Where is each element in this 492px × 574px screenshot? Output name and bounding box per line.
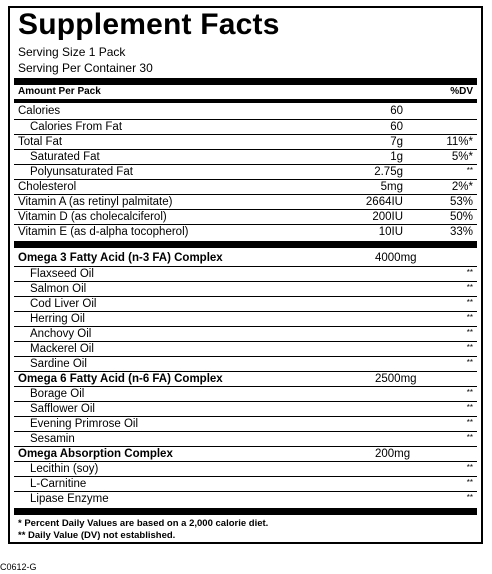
product-code: C0612-G bbox=[0, 562, 37, 572]
ingredient-label: Lecithin (soy) bbox=[30, 463, 99, 475]
complex-item-row bbox=[14, 266, 477, 282]
ingredient-label: L-Carnitine bbox=[30, 478, 87, 490]
ingredient-dv: ** bbox=[466, 418, 473, 427]
complex-name: Omega 6 Fatty Acid (n-6 FA) Complex bbox=[18, 373, 223, 385]
ingredient-label: Evening Primrose Oil bbox=[30, 418, 139, 430]
nutrient-row bbox=[14, 149, 477, 165]
nutrient-label: Vitamin A (as retinyl palmitate) bbox=[18, 196, 173, 208]
ingredient-dv: ** bbox=[466, 433, 473, 442]
nutrient-amount: 2.75g bbox=[374, 166, 403, 178]
dv-header: %DV bbox=[450, 86, 473, 97]
supplement-facts-panel bbox=[8, 6, 483, 544]
complex-item-row bbox=[14, 326, 477, 342]
nutrient-amount: 7g bbox=[390, 136, 403, 148]
ingredient-dv: ** bbox=[466, 388, 473, 397]
complex-item-row bbox=[14, 461, 477, 477]
ingredient-label: Flaxseed Oil bbox=[30, 268, 94, 280]
nutrient-row bbox=[14, 119, 477, 135]
ingredient-label: Salmon Oil bbox=[30, 283, 87, 295]
amount-per-pack-header: Amount Per Pack bbox=[18, 86, 101, 97]
ingredient-label: Herring Oil bbox=[30, 313, 85, 325]
nutrient-dv: 50% bbox=[449, 211, 473, 223]
ingredient-dv: ** bbox=[466, 493, 473, 502]
footnote-dv-not-established: ** Daily Value (DV) not established. bbox=[18, 530, 176, 541]
nutrient-amount: 10IU bbox=[378, 226, 403, 238]
nutrient-dv: 5%* bbox=[451, 151, 473, 163]
medium-divider bbox=[14, 99, 477, 103]
ingredient-label: Anchovy Oil bbox=[30, 328, 92, 340]
thick-divider bbox=[14, 78, 477, 85]
nutrient-row bbox=[14, 134, 477, 150]
nutrient-dv: 2%* bbox=[451, 181, 473, 193]
nutrient-row bbox=[14, 179, 477, 195]
complex-item-row bbox=[14, 281, 477, 297]
nutrient-amount: 60 bbox=[390, 121, 403, 133]
nutrient-label: Calories From Fat bbox=[30, 121, 123, 133]
ingredient-dv: ** bbox=[466, 358, 473, 367]
serving-size: Serving Size 1 Pack bbox=[18, 45, 126, 59]
nutrient-label: Saturated Fat bbox=[30, 151, 100, 163]
nutrient-amount: 1g bbox=[390, 151, 403, 163]
ingredient-dv: ** bbox=[466, 478, 473, 487]
nutrient-amount: 2664IU bbox=[365, 196, 403, 208]
complex-amount: 200mg bbox=[375, 448, 411, 460]
ingredient-label: Lipase Enzyme bbox=[30, 493, 109, 505]
complex-name: Omega Absorption Complex bbox=[18, 448, 173, 460]
thick-divider bbox=[14, 508, 477, 515]
nutrient-row bbox=[14, 164, 477, 180]
complex-amount: 2500mg bbox=[375, 373, 417, 385]
complex-item-row bbox=[14, 341, 477, 357]
complex-item-row bbox=[14, 416, 477, 432]
ingredient-label: Mackerel Oil bbox=[30, 343, 94, 355]
ingredient-dv: ** bbox=[466, 463, 473, 472]
complex-item-row bbox=[14, 476, 477, 492]
ingredient-label: Borage Oil bbox=[30, 388, 85, 400]
nutrient-row bbox=[14, 224, 477, 240]
footnote-percent-dv: * Percent Daily Values are based on a 2,000 calorie diet. bbox=[18, 518, 269, 529]
ingredient-dv: ** bbox=[466, 313, 473, 322]
nutrient-label: Cholesterol bbox=[18, 181, 77, 193]
nutrient-amount: 200IU bbox=[372, 211, 403, 223]
nutrient-row bbox=[14, 209, 477, 225]
complex-item-row bbox=[14, 491, 477, 507]
complex-item-row bbox=[14, 296, 477, 312]
nutrient-label: Total Fat bbox=[18, 136, 63, 148]
complex-header-omega-6 bbox=[14, 371, 477, 387]
complex-item-row bbox=[14, 431, 477, 447]
panel-title: Supplement Facts bbox=[18, 8, 280, 41]
complex-header-omega-3 bbox=[14, 251, 477, 266]
nutrient-amount: 5mg bbox=[380, 181, 403, 193]
nutrient-dv: ** bbox=[466, 166, 473, 175]
ingredient-dv: ** bbox=[466, 298, 473, 307]
ingredient-dv: ** bbox=[466, 343, 473, 352]
nutrient-dv: 11%* bbox=[446, 136, 473, 148]
complex-amount: 4000mg bbox=[375, 252, 417, 264]
servings-per-container: Serving Per Container 30 bbox=[18, 61, 153, 75]
ingredient-dv: ** bbox=[466, 283, 473, 292]
ingredient-dv: ** bbox=[466, 268, 473, 277]
ingredient-label: Sardine Oil bbox=[30, 358, 87, 370]
ingredient-dv: ** bbox=[466, 403, 473, 412]
nutrient-dv: 53% bbox=[449, 196, 473, 208]
nutrient-label: Vitamin E (as d-alpha tocopherol) bbox=[18, 226, 189, 238]
complex-item-row bbox=[14, 386, 477, 402]
complex-item-row bbox=[14, 401, 477, 417]
ingredient-label: Safflower Oil bbox=[30, 403, 95, 415]
column-header-row bbox=[18, 86, 473, 98]
nutrient-amount: 60 bbox=[390, 105, 403, 117]
nutrient-label: Calories bbox=[18, 105, 61, 117]
nutrient-row bbox=[14, 194, 477, 210]
ingredient-label: Sesamin bbox=[30, 433, 75, 445]
nutrient-label: Polyunsaturated Fat bbox=[30, 166, 133, 178]
thick-divider bbox=[14, 241, 477, 248]
nutrient-label: Vitamin D (as cholecalciferol) bbox=[18, 211, 167, 223]
nutrient-row bbox=[14, 104, 477, 119]
nutrient-dv: 33% bbox=[449, 226, 473, 238]
complex-name: Omega 3 Fatty Acid (n-3 FA) Complex bbox=[18, 252, 223, 264]
complex-item-row bbox=[14, 356, 477, 372]
complex-item-row bbox=[14, 311, 477, 327]
complex-header-absorption bbox=[14, 446, 477, 462]
ingredient-dv: ** bbox=[466, 328, 473, 337]
ingredient-label: Cod Liver Oil bbox=[30, 298, 97, 310]
